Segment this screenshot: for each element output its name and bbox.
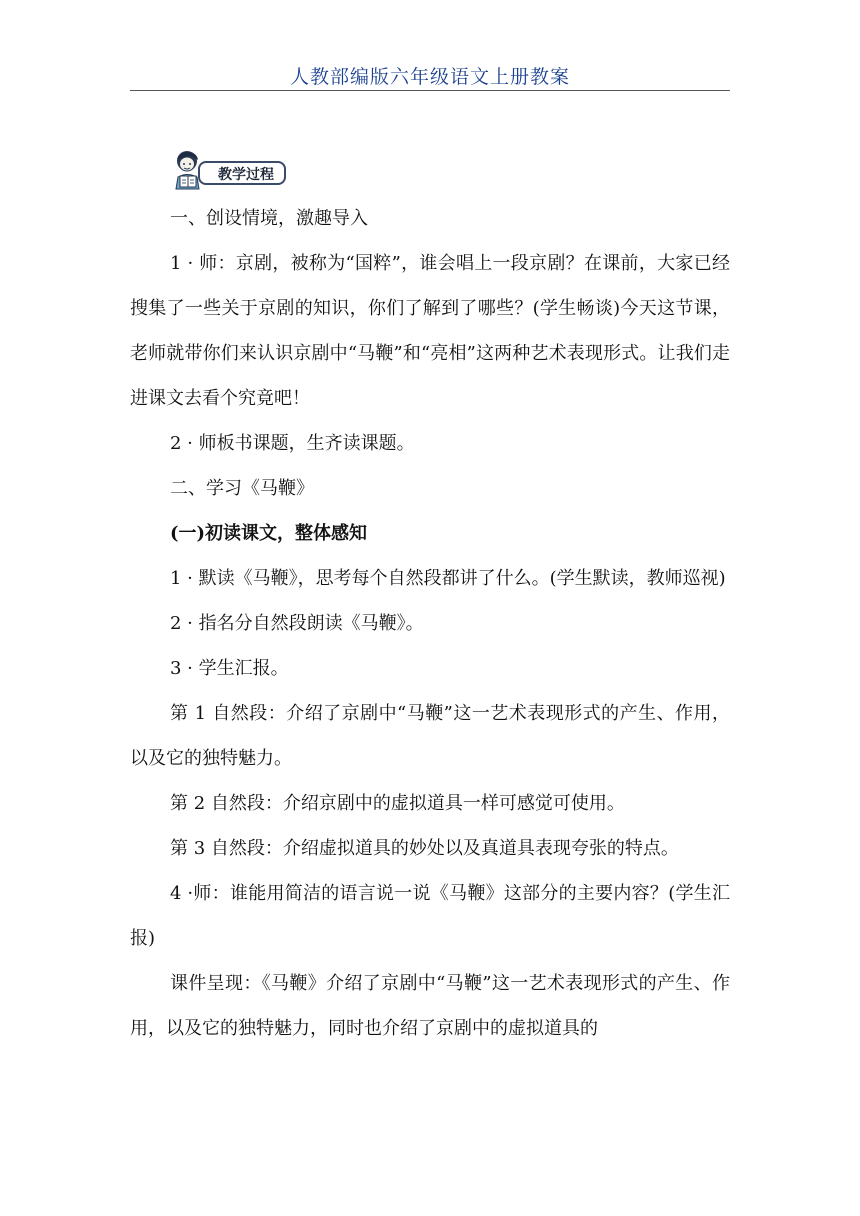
- paragraph: 1 · 师：京剧，被称为“国粹”，谁会唱上一段京剧？在课前，大家已经搜集了一些关于京剧的知识，你们了解到了哪些？(学生畅谈)今天这节课，老师就带你们来认识京剧中“马鞭”和“亮相”这两种艺术表现形式。让我们走进课文去看个究竟吧！: [130, 253, 730, 409]
- lesson-content: [130, 196, 730, 1051]
- section-badge-label: 教学过程: [198, 161, 286, 185]
- paragraph-heading-2: 二、学习《马鞭》: [170, 478, 314, 499]
- page-header-title: 人教部编版六年级语文上册教案: [289, 66, 570, 88]
- paragraph: 4 ·师：谁能用简洁的语言说一说《马鞭》这部分的主要内容？(学生汇报): [130, 883, 730, 949]
- paragraph: 2 · 师板书课题，生齐读课题。: [170, 433, 415, 454]
- paragraph: 第 1 自然段：介绍了京剧中“马鞭”这一艺术表现形式的产生、作用，以及它的独特魅力。: [130, 703, 730, 769]
- section-badge: [172, 150, 292, 190]
- subheading-first-read: (一)初读课文，整体感知: [170, 523, 368, 544]
- paragraph: 课件呈现：《马鞭》介绍了京剧中“马鞭”这一艺术表现形式的产生、作用，以及它的独特魅力，同时也介绍了京剧中的虚拟道具的: [130, 973, 730, 1039]
- paragraph: 第 2 自然段：介绍京剧中的虚拟道具一样可感觉可使用。: [170, 793, 625, 814]
- paragraph: 第 3 自然段：介绍虚拟道具的妙处以及真道具表现夸张的特点。: [170, 838, 679, 859]
- header-divider: [130, 90, 730, 91]
- paragraph: 3 · 学生汇报。: [170, 658, 289, 679]
- paragraph-heading-1: 一、创设情境，激趣导入: [170, 208, 368, 229]
- paragraph: 2 · 指名分自然段朗读《马鞭》。: [170, 613, 424, 634]
- paragraph: 1 · 默读《马鞭》，思考每个自然段都讲了什么。(学生默读，教师巡视): [170, 568, 726, 589]
